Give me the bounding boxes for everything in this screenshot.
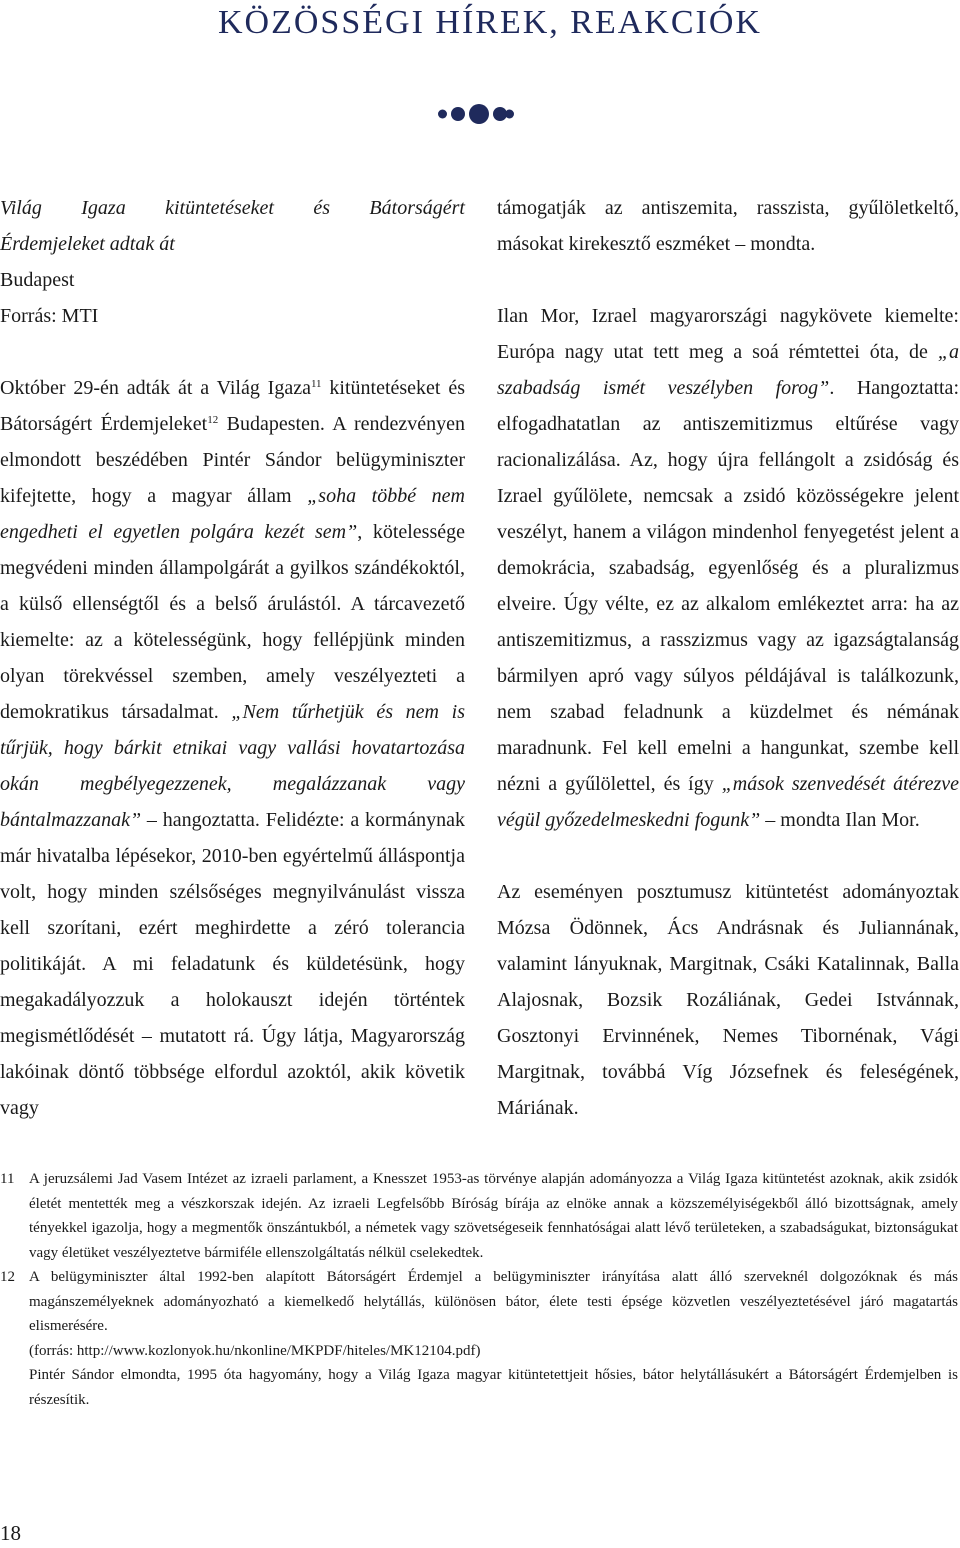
section-header: KÖZÖSSÉGI HÍREK, REAKCIÓK [218, 4, 762, 41]
footnote-extra: Pintér Sándor elmondta, 1995 óta hagyomány, hogy a Világ Igaza magyar kitüntetettjeit hősies, bátor helytállásukért a Bátorságért Érdemjelben is részesítik. [29, 1367, 958, 1408]
paragraph-1-continued: támogatják az antiszemita, rasszista, gyűlöletkeltő, másokat kirekesztő eszméket – mondta. [497, 197, 959, 255]
footnote-text: A belügyminiszter által 1992-ben alapított Bátorságért Érdemjel a belügyminiszter irányítása alatt álló szerveknél dolgozóknak és más magánszemélyeknek adományozható a kiemelkedő helytállás, különösen bátor, élete testi épsége közvetlen veszélyeztetésével járó magatartás elismerésére. [29, 1269, 958, 1334]
dots-ornament [436, 100, 512, 128]
article-location: Budapest [0, 269, 75, 291]
article-source: Forrás: MTI [0, 305, 99, 327]
article-title-line1: Világ Igaza kitüntetéseket és Bátorságért [0, 197, 465, 219]
quote: „Nem tűrhetjük és nem is tűrjük, hogy bárkit etnikai vagy vallási hovatartozása okán megbélyegezzenek, megalázzanak vagy bántalmazzanak” [0, 701, 466, 831]
ornament-dot [469, 104, 489, 124]
footnote-ref-12: 12 [207, 414, 219, 426]
ornament-dot [438, 110, 447, 119]
ornament-dot [505, 110, 514, 119]
right-column [497, 190, 959, 1126]
footnote-text: A jeruzsálemi Jad Vasem Intézet az izraeli parlament, a Knesszet 1953-as törvénye alapján adományozza a Világ Igaza kitüntetést azoknak, akik zsidók életét mentették meg a vészkorszak idején. Az izraeli Legfelsőbb Bíróság bírája az elnöke annak a közszemélyiségekből álló bizottságnak, amely tényekkel igazolja, hogy a megmentők önszántukból, a németek vagy szövetségeseik fennhatóságai alatt lévő területeken, a szabadságukat, biztonságukat vagy életüket veszélyeztetve bármiféle ellenszolgáltatás nélkül cselekedtek. [29, 1171, 958, 1261]
footnote-12 [0, 1265, 958, 1339]
quote: „a szabadság ismét veszélyben forog” [497, 341, 959, 399]
footnotes [0, 1167, 958, 1412]
page-number: 18 [0, 1521, 21, 1545]
paragraph-2: Ilan Mor, Izrael magyarországi nagykövete kiemelte: Európa nagy utat tett meg a soá rémtettei óta, de „a szabadság ismét veszélyben forog”. Hangoztatta: elfogadhatatlan az antiszemitizmus eltűrése vagy racionalizálása. Az, hogy újra fellángolt a zsidóság és Izrael gyűlölete, nemcsak a zsidó közösségekre jelent veszélyt, hanem a világon mindenhol fenyegetést jelent a demokrácia, szabadság, egyenlőség és a pluralizmus elveire. Úgy vélte, ez az alkalom emlékeztet arra: ha az antiszemitizmus, a rasszizmus vagy az igazságtalanság bármilyen apró vagy súlyos példájával is találkozunk, nem szabad feladnunk a küzdelmet és némának maradnunk. Fel kell emelni a hangunkat, szembe kell nézni a gyűlölettel, és így „mások szenvedését átérezve végül győzedelmeskedni fogunk” – mondta Ilan Mor. [497, 305, 959, 831]
article-title-line2: Érdemjeleket adtak át [0, 233, 175, 255]
footnote-number: 12 [0, 1269, 15, 1285]
ornament-dot [451, 107, 465, 121]
paragraph-1: Október 29-én adták át a Világ Igaza$^{11}$ kitüntetéseket és Bátorságért Érdemjeleket$^{12}$ Budapesten. A rendezvényen elmondott beszédében Pintér Sándor belügyminiszter kifejtette, hogy a magyar állam „soha többé nem engedheti el egyetlen polgára kezét sem”, kötelessége megvédeni minden állampolgárát a gyilkos szándékoktól, a külső ellenségtől és a belső árulástól. A tárcavezető kiemelte: az a kötelességünk, hogy fellépjünk minden olyan törekvéssel szemben, amely veszélyezteti a demokratikus társadalmat. „Nem tűrhetjük és nem is tűrjük, hogy bárkit etnikai vagy vallási hovatartozása okán megbélyegezzenek, megalázzanak vagy bántalmazzanak” – hangoztatta. Felidézte: a kormánynak már hivatalba lépésekor, 2010-ben egyértelmű álláspontja volt, hogy minden szélsőséges megnyilvánulást vissza kell szorítani, ezért meghirdette a zéró tolerancia politikáját. A mi feladatunk és küldetésünk, hogy megakadályozzuk a holokauszt idején történtek megismétlődését – mutatott rá. Úgy látja, Magyarország lakóinak döntő többsége elfordul azoktól, akik követik vagy [0, 377, 466, 1119]
paragraph-3: Az eseményen posztumusz kitüntetést adományoztak Mózsa Ödönnek, Ács Andrásnak és Juliannának, valamint lányuknak, Margitnak, Csáki Katalinnak, Balla Alajosnak, Bozsik Rozáliának, Gedei Istvánnak, Gosztonyi Ervinnének, Nemes Tibornénak, Vági Margitnak, továbbá Víg Józsefnek és feleségének, Máriának. [497, 881, 959, 1119]
footnote-number: 11 [0, 1171, 15, 1187]
footnote-ref-11: 11 [310, 378, 322, 390]
left-column [0, 190, 465, 1126]
quote: „soha többé nem engedheti el egyetlen polgára kezét sem” [0, 485, 465, 543]
quote: „mások szenvedését átérezve végül győzedelmeskedni fogunk” [497, 773, 959, 831]
footnote-source: (forrás: http://www.kozlonyok.hu/nkonline/MKPDF/hiteles/MK12104.pdf) [29, 1342, 481, 1359]
footnote-11 [0, 1167, 958, 1265]
